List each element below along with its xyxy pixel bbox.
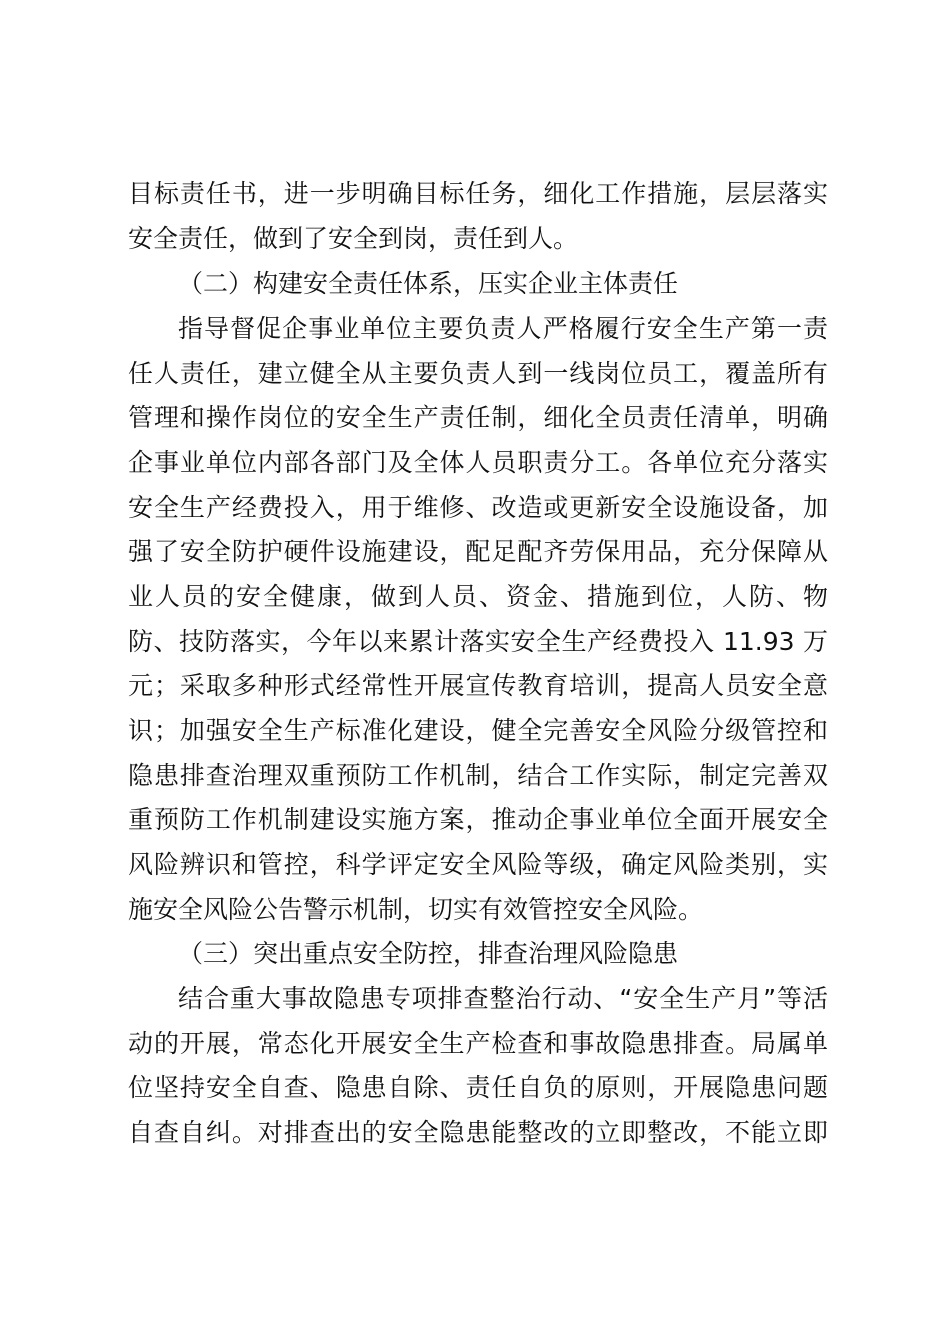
body-text-line: 自查自纠。对排查出的安全隐患能整改的立即整改，不能立即 [128, 1118, 828, 1147]
body-text-line: 任人责任，建立健全从主要负责人到一线岗位员工，覆盖所有 [128, 359, 828, 388]
body-text-line: 企事业单位内部各部门及全体人员职责分工。各单位充分落实 [128, 448, 828, 477]
body-text-line: 防、技防落实，今年以来累计落实安全生产经费投入 11.93 万 [128, 627, 828, 656]
body-text-line: 业人员的安全健康，做到人员、资金、措施到位，人防、物 [128, 582, 828, 611]
body-text-line: 风险辨识和管控，科学评定安全风险等级，确定风险类别，实 [128, 850, 828, 879]
body-text-line: 识；加强安全生产标准化建设，健全完善安全风险分级管控和 [128, 716, 828, 745]
body-text-line: 动的开展，常态化开展安全生产检查和事故隐患排查。局属单 [128, 1029, 828, 1058]
body-text-line: 管理和操作岗位的安全生产责任制，细化全员责任清单，明确 [128, 403, 828, 432]
body-text-line: 位坚持安全自查、隐患自除、责任自负的原则，开展隐患问题 [128, 1073, 828, 1102]
body-text-line: 强了安全防护硬件设施建设，配足配齐劳保用品，充分保障从 [128, 537, 828, 566]
section-heading: （三）突出重点安全防控，排查治理风险隐患 [178, 939, 679, 968]
body-text-line: 元；采取多种形式经常性开展宣传教育培训，提高人员安全意 [128, 671, 828, 700]
section-heading: （二）构建安全责任体系，压实企业主体责任 [178, 269, 679, 298]
body-text-line: 指导督促企事业单位主要负责人严格履行安全生产第一责 [178, 314, 828, 343]
body-text-line: 安全责任，做到了安全到岗，责任到人。 [128, 224, 579, 253]
body-text-line: 重预防工作机制建设实施方案，推动企事业单位全面开展安全 [128, 805, 828, 834]
body-text-line: 隐患排查治理双重预防工作机制，结合工作实际，制定完善双 [128, 761, 828, 790]
body-text-line: 施安全风险公告警示机制，切实有效管控安全风险。 [128, 895, 704, 924]
body-text-line: 结合重大事故隐患专项排查整治行动、“安全生产月”等活 [178, 984, 828, 1013]
body-text-line: 安全生产经费投入，用于维修、改造或更新安全设施设备，加 [128, 493, 828, 522]
body-text-line: 目标责任书，进一步明确目标任务，细化工作措施，层层落实 [128, 179, 828, 208]
